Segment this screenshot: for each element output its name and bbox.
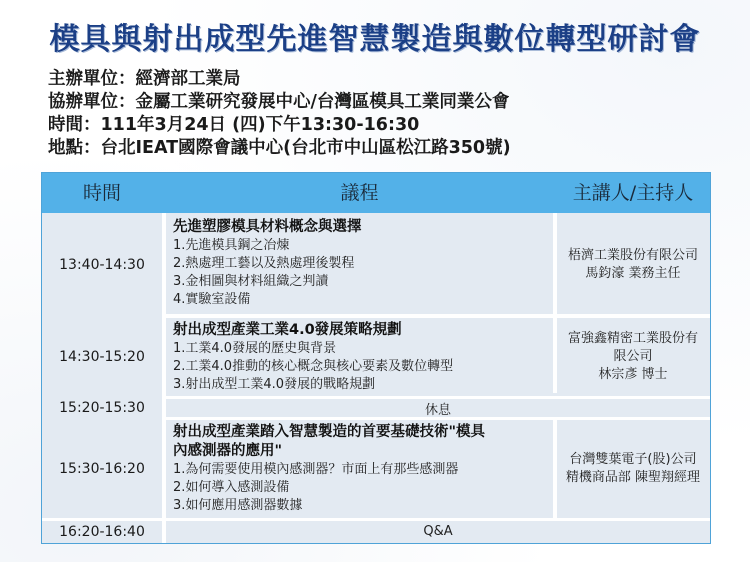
session-item: 2.熱處理工藝以及熱處理後製程 [173, 256, 355, 271]
speaker-line: 梧濟工業股份有限公司 [567, 247, 698, 263]
qa-label: Q&A [423, 524, 453, 539]
session-time: 13:40-14:30 [59, 256, 145, 273]
session-time: 14:30-15:20 [59, 349, 145, 365]
event-location-text: 地點：台北IEAT國際會議中心(台北市中山區松江路350號) [48, 138, 511, 158]
session-item: 4.實驗室設備 [173, 292, 251, 307]
header-time: 時間 [82, 182, 121, 204]
session-item: 2.如何導入感測設備 [173, 480, 290, 495]
session-title-line: 射出成型產業踏入智慧製造的首要基礎技術"模具 [173, 424, 486, 440]
organizer-text: 主辦單位：經濟部工業局 [48, 69, 241, 89]
row-divider [162, 396, 710, 399]
session-time: 15:30-16:20 [59, 461, 145, 477]
session-item: 3.金相圖與材料組織之判讀 [173, 274, 329, 289]
agenda-row-qa [42, 520, 710, 543]
session-time: 16:20-16:40 [59, 523, 145, 540]
speaker-line: 富強鑫精密工業股份有 [567, 331, 698, 346]
session-title: 射出成型產業工業4.0發展策略規劃 [173, 322, 402, 338]
column-divider [162, 213, 166, 543]
row-divider [42, 518, 710, 521]
event-info [48, 68, 511, 160]
speaker-line: 精機商品部 陳聖翔經理 [565, 470, 701, 485]
column-divider [553, 213, 557, 393]
session-speaker [556, 418, 710, 520]
header-program: 議程 [340, 182, 379, 204]
session-program [166, 418, 553, 520]
co-organizer-text: 協辦單位：金屬工業研究發展中心/台灣區模具工業同業公會 [48, 92, 510, 112]
session-item: 1.先進模具鋼之冶煉 [173, 238, 290, 253]
row-divider [162, 314, 710, 318]
session-item: 3.如何應用感測器數據 [173, 498, 303, 513]
row-divider [162, 417, 710, 420]
session-item: 3.射出成型工業4.0發展的戰略規劃 [173, 377, 376, 392]
session-speaker [556, 213, 710, 316]
page-title: 模具與射出成型先進智慧製造與數位轉型研討會 [49, 22, 701, 57]
speaker-line: 限公司 [613, 349, 653, 364]
session-title: 先進塑膠模具材料概念與選擇 [173, 219, 362, 235]
speaker-line: 台灣雙葉電子(股)公司 [569, 452, 697, 467]
session-item: 1.工業4.0發展的歷史與背景 [173, 341, 337, 356]
session-speaker [556, 316, 710, 398]
column-divider [553, 418, 557, 518]
speaker-line: 馬鈞濠 業務主任 [585, 265, 681, 281]
event-time-text: 時間：111年3月24日 (四)下午13:30-16:30 [48, 115, 420, 135]
break-label: 休息 [424, 402, 451, 418]
agenda-row [42, 418, 710, 520]
speaker-line: 林宗彥 博士 [598, 367, 668, 382]
session-time: 15:20-15:30 [59, 400, 145, 416]
agenda-row [42, 213, 710, 316]
session-item: 1.為何需要使用模內感測器？市面上有那些感測器 [173, 462, 459, 477]
session-item: 2.工業4.0推動的核心概念與核心要素及數位轉型 [173, 359, 454, 374]
agenda-row-break [42, 398, 710, 418]
agenda-table [41, 172, 711, 544]
session-title-line: 內感測器的應用" [173, 443, 283, 459]
session-program [166, 316, 553, 398]
session-program [166, 213, 553, 316]
agenda-row [42, 316, 710, 398]
agenda-header-row [42, 173, 710, 213]
header-speaker: 主講人/主持人 [572, 182, 694, 204]
